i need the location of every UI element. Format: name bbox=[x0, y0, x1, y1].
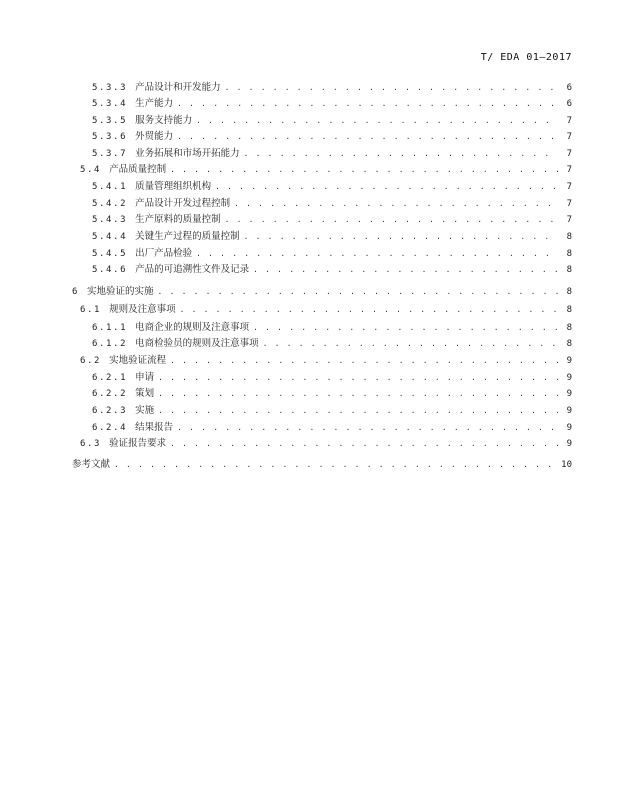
toc-leader-dots bbox=[170, 163, 558, 177]
toc-leader-dots bbox=[158, 371, 558, 385]
toc-entry-title: 生产能力 bbox=[135, 98, 174, 109]
standard-code: T/ EDA 01—2017 bbox=[480, 52, 572, 63]
toc-entry[interactable] bbox=[72, 285, 572, 299]
toc-entry-page-number: 8 bbox=[566, 265, 572, 275]
toc-entry[interactable] bbox=[92, 197, 572, 211]
toc-entry-page-number: 8 bbox=[566, 339, 572, 349]
toc-leader-dots bbox=[196, 114, 558, 128]
toc-entry-page-number: 6 bbox=[566, 83, 572, 93]
toc-entry-page-number: 9 bbox=[566, 406, 572, 416]
toc-entry-title: 关键生产过程的质量控制 bbox=[135, 231, 240, 242]
toc-entry-number: 6.1.1 bbox=[92, 323, 128, 333]
toc-entry-number: 5.4 bbox=[80, 165, 102, 175]
toc-entry[interactable] bbox=[92, 213, 572, 227]
toc-leader-dots bbox=[234, 197, 558, 211]
toc-entry-title: 产品设计和开发能力 bbox=[135, 82, 221, 93]
toc-entry-title: 出厂产品检验 bbox=[135, 248, 193, 259]
toc-entry-page-number: 7 bbox=[566, 165, 572, 175]
toc-entry-title: 参考文献 bbox=[72, 459, 111, 470]
toc-entry-number: 5.4.3 bbox=[92, 215, 128, 225]
toc-entry[interactable] bbox=[92, 247, 572, 261]
toc-entry-number: 6.2.2 bbox=[92, 389, 128, 399]
toc-entry-title: 产品质量控制 bbox=[109, 164, 167, 175]
toc-entry-page-number: 7 bbox=[566, 132, 572, 142]
toc-leader-dots bbox=[158, 285, 558, 299]
toc-entry-number: 6.2 bbox=[80, 356, 102, 366]
toc-entry[interactable] bbox=[92, 404, 572, 418]
toc-entry[interactable] bbox=[92, 147, 572, 161]
toc-entry[interactable] bbox=[92, 321, 572, 335]
toc-leader-dots bbox=[170, 437, 558, 451]
toc-entry-number: 5.3.6 bbox=[92, 132, 128, 142]
toc-entry[interactable] bbox=[92, 337, 572, 351]
toc-entry-title: 申请 bbox=[135, 372, 155, 383]
toc-entry-page-number: 8 bbox=[566, 232, 572, 242]
toc-entry[interactable] bbox=[92, 114, 572, 128]
toc-entry[interactable] bbox=[92, 230, 572, 244]
toc-entry-page-number: 8 bbox=[566, 305, 572, 315]
toc-entry-page-number: 8 bbox=[566, 249, 572, 259]
toc-entry-title: 电商检验员的规则及注意事项 bbox=[135, 338, 259, 349]
toc-entry[interactable] bbox=[92, 81, 572, 95]
toc-entry-title: 实地验证流程 bbox=[109, 355, 167, 366]
toc-leader-dots bbox=[158, 404, 558, 418]
toc-entry-title: 产品的可追溯性文件及记录 bbox=[135, 264, 250, 275]
toc-entry[interactable] bbox=[92, 97, 572, 111]
toc-entry[interactable] bbox=[92, 180, 572, 194]
toc-entry-page-number: 7 bbox=[566, 199, 572, 209]
toc-entry-page-number: 9 bbox=[566, 389, 572, 399]
toc-entry-page-number: 7 bbox=[566, 182, 572, 192]
toc-entry-number: 6.1.2 bbox=[92, 339, 128, 349]
toc-entry[interactable] bbox=[72, 458, 572, 472]
toc-entry[interactable] bbox=[80, 437, 572, 451]
toc-entry-page-number: 9 bbox=[566, 439, 572, 449]
toc-entry-title: 验证报告要求 bbox=[109, 438, 167, 449]
toc-entry-title: 规则及注意事项 bbox=[109, 304, 176, 315]
toc-entry-number: 5.3.7 bbox=[92, 149, 128, 159]
toc-entry-number: 6.3 bbox=[80, 439, 102, 449]
toc-entry[interactable] bbox=[92, 371, 572, 385]
toc-entry-number: 5.3.4 bbox=[92, 99, 128, 109]
toc-entry-title: 生产原料的质量控制 bbox=[135, 214, 221, 225]
toc-leader-dots bbox=[196, 247, 558, 261]
toc-entry-number: 5.3.5 bbox=[92, 116, 128, 126]
toc-leader-dots bbox=[244, 230, 558, 244]
toc-entry-page-number: 7 bbox=[566, 116, 572, 126]
toc-leader-dots bbox=[177, 130, 558, 144]
toc-entry-number: 5.4.1 bbox=[92, 182, 128, 192]
toc-entry-title: 外贸能力 bbox=[135, 131, 174, 142]
toc-entry-page-number: 8 bbox=[566, 287, 572, 297]
toc-entry-page-number: 9 bbox=[566, 356, 572, 366]
toc-entry[interactable] bbox=[92, 130, 572, 144]
toc-leader-dots bbox=[253, 321, 558, 335]
toc-entry-title: 实施 bbox=[135, 405, 155, 416]
toc-entry-title: 结果报告 bbox=[135, 422, 174, 433]
toc-leader-dots bbox=[114, 458, 557, 472]
toc-entry-number: 6.2.3 bbox=[92, 406, 128, 416]
toc-leader-dots bbox=[177, 97, 558, 111]
toc-leader-dots bbox=[180, 303, 558, 317]
toc-entry-page-number: 9 bbox=[566, 423, 572, 433]
toc-entry-number: 5.4.4 bbox=[92, 232, 128, 242]
toc-leader-dots bbox=[225, 213, 558, 227]
toc-entry-title: 质量管理组织机构 bbox=[135, 181, 212, 192]
toc-leader-dots bbox=[263, 337, 558, 351]
toc-entry-number: 5.4.2 bbox=[92, 199, 128, 209]
toc-leader-dots bbox=[253, 263, 558, 277]
toc-entry-title: 服务支持能力 bbox=[135, 115, 193, 126]
toc-leader-dots bbox=[158, 387, 558, 401]
toc-leader-dots bbox=[225, 81, 558, 95]
toc-entry-title: 电商企业的规则及注意事项 bbox=[135, 322, 250, 333]
toc-entry-number: 6.2.4 bbox=[92, 423, 128, 433]
toc-entry[interactable] bbox=[92, 387, 572, 401]
toc-entry[interactable] bbox=[80, 163, 572, 177]
toc-entry[interactable] bbox=[92, 421, 572, 435]
toc-entry-title: 策划 bbox=[135, 388, 155, 399]
toc-entry-number: 6.1 bbox=[80, 305, 102, 315]
toc-entry-page-number: 8 bbox=[566, 323, 572, 333]
toc-entry-number: 5.4.6 bbox=[92, 265, 128, 275]
toc-entry-page-number: 9 bbox=[566, 373, 572, 383]
toc-entry-page-number: 7 bbox=[566, 215, 572, 225]
toc-entry-number: 5.3.3 bbox=[92, 83, 128, 93]
toc-entry-title: 实地验证的实施 bbox=[87, 286, 154, 297]
toc-leader-dots bbox=[244, 147, 558, 161]
toc-entry[interactable] bbox=[80, 354, 572, 368]
toc-entry-page-number: 10 bbox=[561, 460, 572, 470]
toc-entry[interactable] bbox=[80, 303, 572, 317]
toc-entry-page-number: 7 bbox=[566, 149, 572, 159]
toc-entry-number: 5.4.5 bbox=[92, 249, 128, 259]
toc-entry-number: 6 bbox=[72, 287, 80, 297]
toc-leader-dots bbox=[177, 421, 558, 435]
toc-leader-dots bbox=[215, 180, 558, 194]
toc-entry-title: 业务拓展和市场开拓能力 bbox=[135, 148, 240, 159]
toc-entry-number: 6.2.1 bbox=[92, 373, 128, 383]
toc-entry-title: 产品设计开发过程控制 bbox=[135, 198, 231, 209]
toc-entry-page-number: 6 bbox=[566, 99, 572, 109]
toc-leader-dots bbox=[170, 354, 558, 368]
toc-entry[interactable] bbox=[92, 263, 572, 277]
